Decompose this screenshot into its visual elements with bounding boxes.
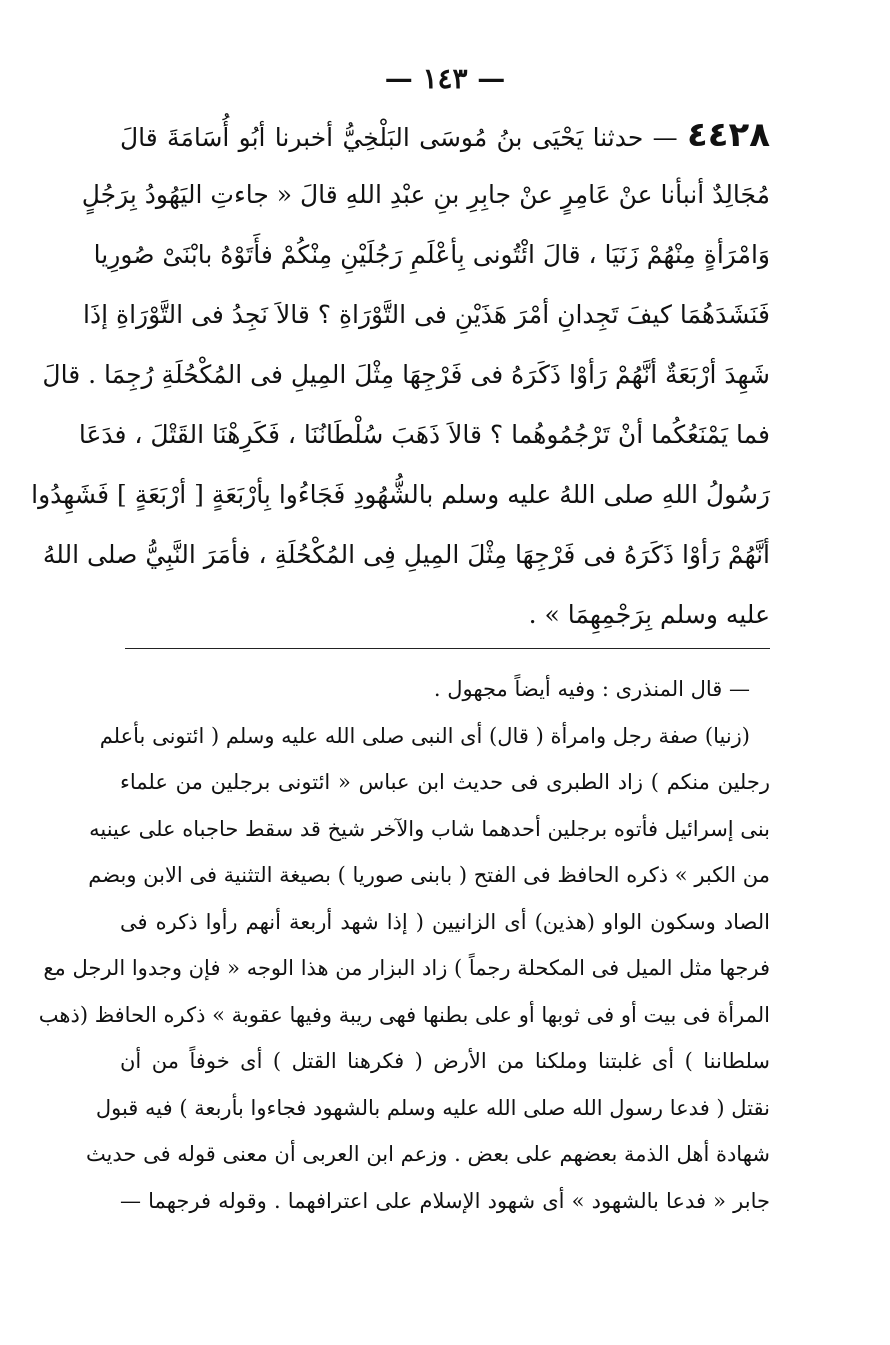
hadith-line: فَنَشَدَهُمَا كيفَ تَجِدانِ أمْرَ هَذَيْنِ فى التَّوْرَاةِ ؟ قالاَ نَجِدُ فى التَّوْرَاةِ إذَا bbox=[83, 300, 770, 329]
footnote-separator bbox=[125, 648, 770, 649]
page-number: — ١٤٣ — bbox=[384, 62, 506, 95]
hadith-line: شَهِدَ أرْبَعَةٌ أنَّهُمْ رَأوْا ذَكَرَهُ فى فَرْجِهَا مِثْلَ المِيلِ فى المُكْحُلَةِ رُجِمَا . قالَ bbox=[42, 360, 770, 389]
hadith-line: وَامْرَأةٍ مِنْهُمْ زَنَيَا ، قالَ ائْتُونى بِأعْلَمِ رَجُلَيْنِ مِنْكُمْ فأَتَوْهُ بابْنَىْ صُورِيا bbox=[93, 240, 770, 269]
hadith-line: فما يَمْنَعُكُما أنْ تَرْجُمُوهُما ؟ قالاَ ذَهَبَ سُلْطَانُنَا ، فَكَرِهْنَا القَتْلَ ، فدَعَا bbox=[78, 420, 770, 449]
commentary-line: رجلين منكم ) زاد الطبرى فى حديث ابن عباس « ائتونى برجلين من علماء bbox=[120, 770, 770, 794]
commentary-line: فرجها مثل الميل فى المكحلة رجماً ) زاد البزار من هذا الوجه « فإن وجدوا الرجل مع bbox=[43, 956, 770, 980]
commentary-line: شهادة أهل الذمة بعضهم على بعض . وزعم ابن العربى أن معنى قوله فى حديث bbox=[85, 1142, 770, 1166]
commentary-line: الصاد وسكون الواو (هذين) أى الزانيين ( إذا شهد أربعة أنهم رأوا ذكره فى bbox=[120, 909, 770, 934]
commentary-line: بنى إسرائيل فأتوه برجلين أحدهما شاب والآخر شيخ قد سقط حاجباه على عينيه bbox=[89, 816, 770, 841]
hadith-line-text: — حدثنا يَحْيَى بنُ مُوسَى البَلْخِيُّ أخبرنا أبُو أُسَامَةَ قالَ bbox=[120, 123, 678, 152]
hadith-number: ٤٤٢٨ bbox=[686, 115, 770, 155]
commentary-line: سلطاننا ) أى غلبتنا وملكنا من الأرض ( فكرهنا القتل ) أى خوفاً من أن bbox=[120, 1049, 770, 1073]
commentary-line: نقتل ( فدعا رسول الله صلى الله عليه وسلم بالشهود فجاءوا بأربعة ) فيه قبول bbox=[95, 1095, 770, 1120]
hadith-line: أنَّهُمْ رَأوْا ذَكَرَهُ فى فَرْجِهَا مِثْلَ المِيلِ فِى المُكْحُلَةِ ، فأمَرَ النَّبِيُّ صلى اللهُ bbox=[42, 540, 770, 569]
hadith-line: مُجَالِدٌ أنبأنا عنْ عَامِرٍ عنْ جابِرِ بنِ عبْدِ اللهِ قالَ « جاءتِ اليَهُودُ بِرَجُلٍ bbox=[81, 180, 770, 209]
hadith-line: عليه وسلم بِرَجْمِهِمَا » . bbox=[528, 600, 770, 629]
hadith-line bbox=[120, 115, 770, 180]
commentary-line: المرأة فى بيت أو فى ثوبها أو على بطنها فهى ريبة وفيها عقوبة » ذكره الحافظ (ذهب bbox=[38, 1002, 770, 1027]
commentary-line: جابر « فدعا بالشهود » أى شهود الإسلام على اعترافهما . وقوله فرجهما — bbox=[120, 1188, 770, 1213]
commentary-line: — قال المنذرى : وفيه أيضاً مجهول . bbox=[433, 677, 750, 701]
commentary-line: (زنيا) صفة رجل وامرأة ( قال) أى النبى صلى الله عليه وسلم ( ائتونى بأعلم bbox=[99, 723, 750, 748]
hadith-line: رَسُولُ اللهِ صلى اللهُ عليه وسلم بالشُّهُودِ فَجَاءُوا بِأرْبَعَةٍ [ أرْبَعَةٍ ] فَشَهِدُوا bbox=[31, 480, 770, 509]
commentary-text bbox=[38, 674, 770, 1232]
hadith-text bbox=[31, 115, 770, 660]
commentary-line: من الكبر » ذكره الحافظ فى الفتح ( بابنى صوريا ) بصيغة التثنية فى الابن وبضم bbox=[88, 863, 770, 887]
